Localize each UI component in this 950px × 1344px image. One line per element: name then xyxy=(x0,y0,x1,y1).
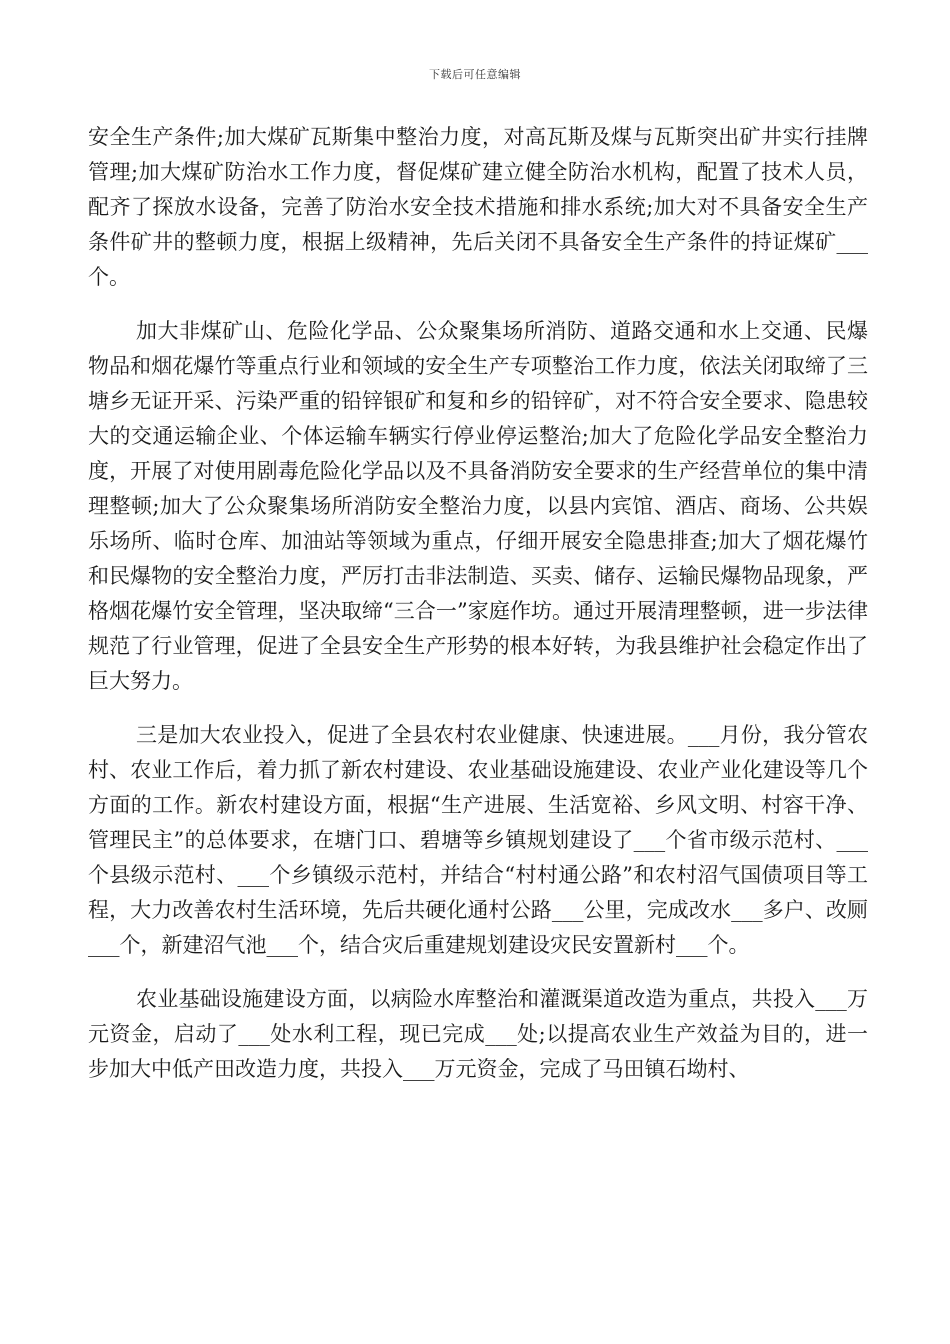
paragraph-3: 三是加大农业投入，促进了全县农村农业健康、快速进展。___月份，我分管农村、农业工作后，着力抓了新农村建设、农业基础设施建设、农业产业化建设等几个方面的工作。新农村建设方面，根据“生产进展、生活宽裕、乡风文明、村容干净、管理民主”的总体要求，在塘门口、碧塘等乡镇规划建设了___个省市级示范村、___个县级示范村、___个乡镇级示范村，并结合“村村通公路”和农村沼气国债项目等工程，大力改善农村生活环境，先后共硬化通村公路___公里，完成改水___多户、改厕___个，新建沼气池___个，结合灾后重建规划建设灾民安置新村___个。 xyxy=(88,723,868,957)
paragraph-1: 安全生产条件;加大煤矿瓦斯集中整治力度，对高瓦斯及煤与瓦斯突出矿井实行挂牌管理;加大煤矿防治水工作力度，督促煤矿建立健全防治水机构，配置了技术人员，配齐了探放水设备，完善了防治水安全技术措施和排水系统;加大对不具备安全生产条件矿井的整顿力度，根据上级精神，先后关闭不具备安全生产条件的持证煤矿___个。 xyxy=(88,125,868,289)
document-body xyxy=(88,120,868,1087)
paragraph-2: 加大非煤矿山、危险化学品、公众聚集场所消防、道路交通和水上交通、民爆物品和烟花爆竹等重点行业和领域的安全生产专项整治工作力度，依法关闭取缔了三塘乡无证开采、污染严重的铅锌银矿和复和乡的铅锌矿，对不符合安全要求、隐患较大的交通运输企业、个体运输车辆实行停业停运整治;加大了危险化学品安全整治力度，开展了对使用剧毒危险化学品以及不具备消防安全要求的生产经营单位的集中清理整顿;加大了公众聚集场所消防安全整治力度，以县内宾馆、酒店、商场、公共娱乐场所、临时仓库、加油站等领域为重点，仔细开展安全隐患排查;加大了烟花爆竹和民爆物的安全整治力度，严厉打击非法制造、买卖、储存、运输民爆物品现象，严格烟花爆竹安全管理，坚决取缔“三合一”家庭作坊。通过开展清理整顿，进一步法律规范了行业管理，促进了全县安全生产形势的根本好转，为我县维护社会稳定作出了巨大努力。 xyxy=(88,319,868,693)
paragraph-4: 农业基础设施建设方面，以病险水库整治和灌溉渠道改造为重点，共投入___万元资金，启动了___处水利工程，现已完成___处;以提高农业生产效益为目的，进一步加大中低产田改造力度，共投入___万元资金，完成了马田镇石坳村、 xyxy=(88,987,868,1081)
page-header-note: 下载后可任意编辑 xyxy=(429,68,521,81)
